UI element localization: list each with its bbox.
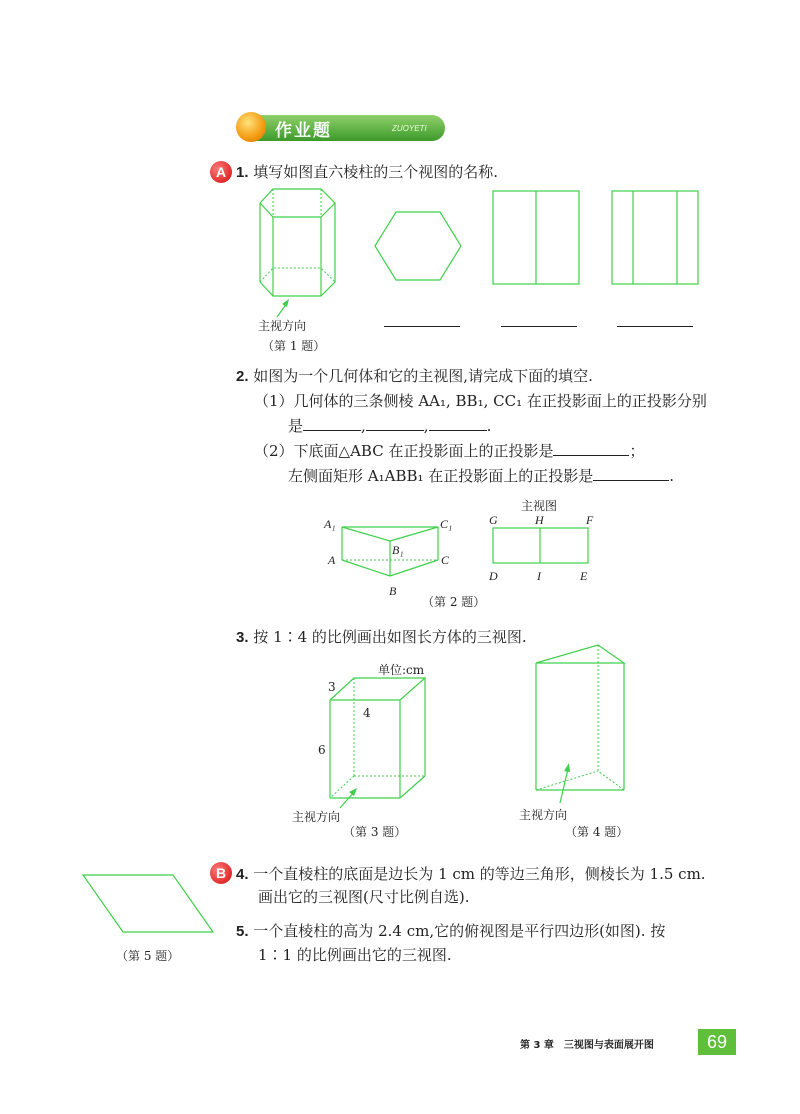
section-a-badge: A (210, 161, 232, 183)
separator: , (423, 417, 429, 435)
question-5 (236, 921, 665, 942)
question-2-text: 如图为一个几何体和它的主视图,请完成下面的填空. (253, 367, 593, 385)
q2-caption: （第 2 题） (422, 595, 486, 609)
question-3 (236, 627, 527, 648)
hexagonal-prism-figure (255, 185, 355, 315)
question-2 (236, 366, 593, 387)
question-4-number: 4. (236, 866, 249, 883)
triangular-prism-tall-figure (532, 643, 632, 793)
q2-part1-line2 (288, 415, 491, 436)
parallelogram-figure (80, 872, 220, 934)
q2-part1-prefix: 是 (288, 417, 304, 435)
label-f: F (586, 513, 594, 527)
q2-part2-text: （2）下底面△ABC 在正投影面上的正投影是 (254, 442, 554, 460)
rectangle-view-two-panels (492, 190, 582, 286)
question-4 (236, 864, 706, 885)
label-h: H (535, 513, 544, 527)
question-5-text: 一个直棱柱的高为 2.4 cm,它的俯视图是平行四边形(如图). 按 (253, 922, 666, 940)
answer-blank-1[interactable] (384, 326, 460, 327)
question-4-text: 一个直棱柱的底面是边长为 1 cm 的等边三角形，侧棱长为 1.5 cm. (253, 865, 706, 883)
q2-part2-line1 (254, 440, 644, 461)
section-b-badge: B (210, 862, 232, 884)
answer-blank-abc[interactable] (553, 440, 629, 456)
label-d: D (489, 569, 498, 583)
question-5-line2: 1∶1 的比例画出它的三视图. (258, 946, 452, 964)
q3-caption: （第 3 题） (343, 825, 407, 839)
answer-blank-bb1[interactable] (366, 415, 424, 431)
separator: , (361, 417, 366, 435)
label-c1: C₁ (440, 517, 453, 531)
semicolon: ； (629, 442, 645, 460)
question-1 (236, 162, 498, 183)
period: . (669, 467, 675, 485)
q2-part2-line2 (288, 465, 674, 486)
answer-blank-a1abb1[interactable] (593, 465, 669, 481)
question-1-number: 1. (236, 164, 249, 181)
q1-direction-label: 主视方向 (258, 319, 307, 333)
question-3-text: 按 1∶4 的比例画出如图长方体的三视图. (253, 628, 527, 646)
question-4-line2: 画出它的三视图(尺寸比例自选). (258, 888, 470, 906)
q4-direction-label: 主视方向 (519, 808, 568, 822)
q3-direction-label: 主视方向 (292, 810, 341, 824)
question-1-text: 填写如图直六棱柱的三个视图的名称. (253, 163, 499, 181)
q5-caption: （第 5 题） (116, 949, 180, 963)
homework-subtitle: ZUOYETI (392, 124, 427, 133)
front-view-figure (492, 527, 590, 565)
hexagon-view (373, 210, 465, 282)
orange-ball-icon (236, 112, 266, 142)
label-a: A (328, 553, 336, 567)
unit-label: 单位:cm (378, 663, 425, 677)
front-view-title: 主视图 (521, 499, 558, 513)
label-e: E (580, 569, 588, 583)
period: . (486, 417, 492, 435)
rectangle-view-three-panels (611, 190, 701, 286)
label-i: I (537, 569, 541, 583)
page-number: 69 (698, 1029, 736, 1055)
q4-caption: （第 4 题） (565, 825, 629, 839)
answer-blank-aa1[interactable] (303, 415, 361, 431)
label-c: C (441, 553, 450, 567)
label-a1: A₁ (324, 517, 336, 531)
cuboid-figure (290, 676, 430, 826)
answer-blank-3[interactable] (617, 326, 693, 327)
homework-title: 作业题 (275, 121, 332, 141)
dimension-4: 4 (363, 706, 371, 720)
label-b1: B₁ (392, 543, 404, 557)
label-b: B (389, 584, 397, 598)
dimension-3: 3 (328, 680, 336, 694)
question-2-number: 2. (236, 368, 249, 385)
q2-part2b-text: 左侧面矩形 A₁ABB₁ 在正投影面上的正投影是 (288, 467, 594, 485)
answer-blank-cc1[interactable] (429, 415, 487, 431)
question-5-number: 5. (236, 923, 249, 940)
dimension-6: 6 (318, 743, 326, 757)
q2-part1-line1: （1）几何体的三条侧棱 AA₁, BB₁, CC₁ 在正投影面上的正投影分别 (254, 392, 707, 410)
chapter-footer: 第 3 章 三视图与表面展开图 (520, 1040, 654, 1051)
label-g: G (489, 513, 498, 527)
q1-caption: （第 1 题） (262, 339, 326, 353)
question-3-number: 3. (236, 629, 249, 646)
answer-blank-2[interactable] (501, 326, 577, 327)
